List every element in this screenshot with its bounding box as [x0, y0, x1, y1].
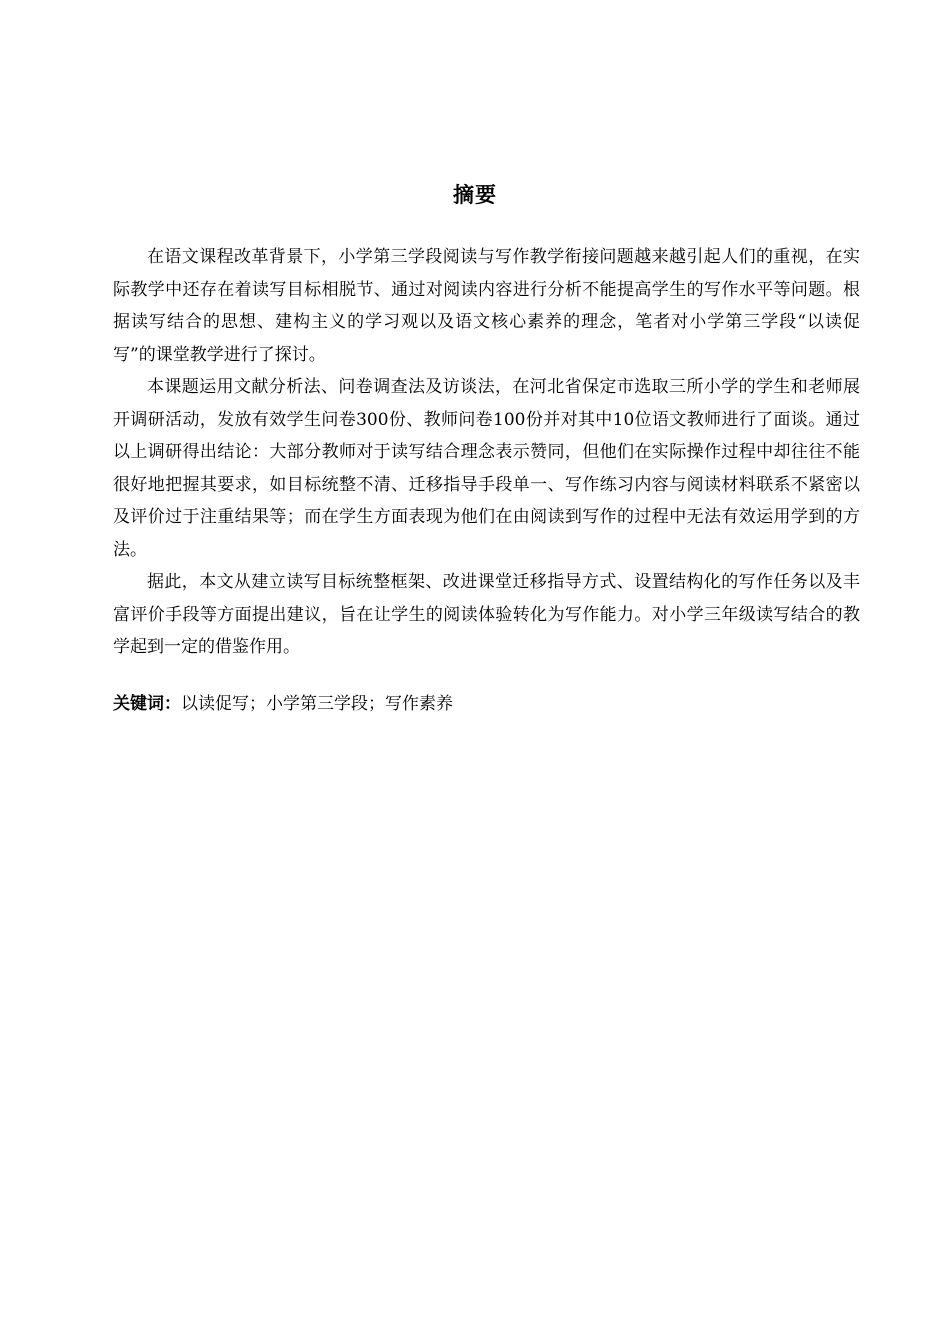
abstract-paragraph-1: 在语文课程改革背景下，小学第三学段阅读与写作教学衔接问题越来越引起人们的重视，在实际教学中还存在着读写目标相脱节、通过对阅读内容进行分析不能提高学生的写作水平等问题。根据读写结合的思想、建构主义的学习观以及语文核心素养的理念，笔者对小学第三学段“以读促写”的课堂教学进行了探讨。 — [113, 247, 860, 365]
keywords-value: 以读促写；小学第三学段；写作素养 — [181, 694, 453, 714]
abstract-paragraph-3: 据此，本文从建立读写目标统整框架、改进课堂迁移指导方式、设置结构化的写作任务以及丰富评价手段等方面提出建议，旨在让学生的阅读体验转化为写作能力。对小学三年级读写结合的教学起到一定的借鉴作用。 — [113, 572, 860, 657]
abstract-body — [113, 241, 860, 664]
abstract-paragraph-2: 本课题运用文献分析法、问卷调查法及访谈法，在河北省保定市选取三所小学的学生和老师展开调研活动，发放有效学生问卷300份、教师问卷100份并对其中10位语文教师进行了面谈。通过以上调研得出结论：大部分教师对于读写结合理念表示赞同，但他们在实际操作过程中却往往不能很好地把握其要求，如目标统整不清、迁移指导手段单一、写作练习内容与阅读材料联系不紧密以及评价过于注重结果等；而在学生方面表现为他们在由阅读到写作的过程中无法有效运用学到的方法。 — [113, 377, 860, 560]
keywords-label: 关键词： — [113, 694, 181, 714]
keywords-line — [113, 688, 860, 720]
abstract-title: 摘要 — [453, 183, 497, 207]
